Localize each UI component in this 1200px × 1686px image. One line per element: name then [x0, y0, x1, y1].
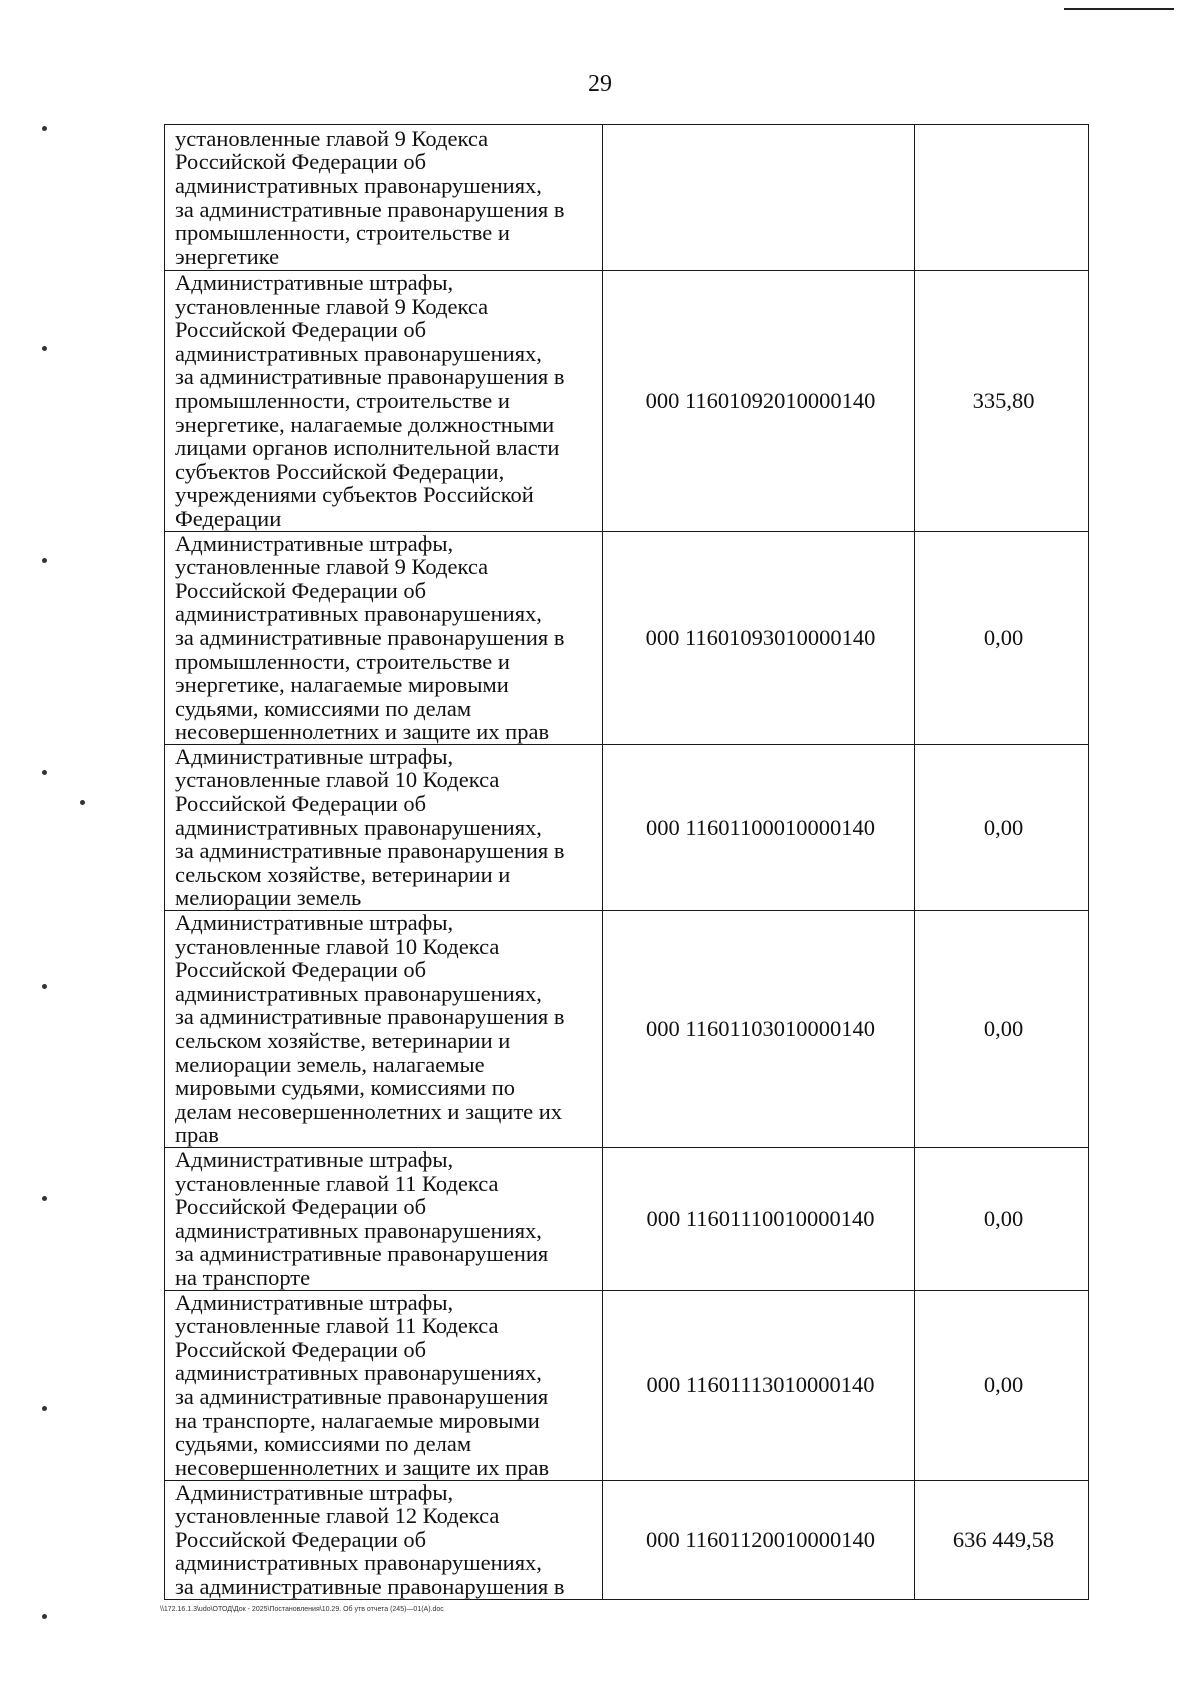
margin-dot	[42, 346, 47, 351]
row-amount: 0,00	[915, 744, 1089, 910]
row-amount	[915, 125, 1089, 271]
table-row	[165, 125, 1089, 271]
page-number: 29	[588, 71, 612, 97]
row-description: Административные штрафы, установленные главой 10 Кодекса Российской Федерации об административных правонарушениях, за административные правонарушения в сельском хозяйстве, ветеринарии и мелиорации земель	[165, 744, 603, 910]
row-amount: 636 449,58	[915, 1480, 1089, 1599]
table-row	[165, 1147, 1089, 1290]
row-amount: 0,00	[915, 531, 1089, 744]
row-code: 000 11601092010000140	[603, 271, 915, 532]
row-description: Административные штрафы, установленные главой 11 Кодекса Российской Федерации об административных правонарушениях, за административные правонарушения на транспорте	[165, 1147, 603, 1290]
top-rule	[1064, 8, 1174, 10]
margin-dot	[42, 558, 47, 563]
row-description: Административные штрафы, установленные главой 9 Кодекса Российской Федерации об административных правонарушениях, за административные правонарушения в промышленности, строительстве и энергетике, налагаемые должностными лицами органов исполнительной власти субъектов Российской Федерации, учреждениями субъектов Российской Федерации	[165, 271, 603, 532]
margin-dot	[42, 770, 47, 775]
row-code: 000 11601100010000140	[603, 744, 915, 910]
table-row	[165, 911, 1089, 1148]
file-path-footer: \\172.16.1.3\udo\ОТОД\Док - 2025\Постановления\10.29. Об утв отчета (245)—01(А).doc	[160, 1606, 444, 1613]
margin-dot	[80, 800, 85, 805]
row-description: Административные штрафы, установленные главой 12 Кодекса Российской Федерации об административных правонарушениях, за административные правонарушения в	[165, 1480, 603, 1599]
revenue-table	[164, 124, 1089, 1600]
row-code: 000 11601093010000140	[603, 531, 915, 744]
margin-dot	[42, 1614, 47, 1619]
margin-dot	[42, 1196, 47, 1201]
row-amount: 0,00	[915, 1290, 1089, 1480]
margin-dot	[42, 984, 47, 989]
row-description: установленные главой 9 Кодекса Российской Федерации об административных правонарушениях, за административные правонарушения в промышленности, строительстве и энергетике	[165, 125, 603, 271]
table-row	[165, 1480, 1089, 1599]
row-amount: 0,00	[915, 1147, 1089, 1290]
row-description: Административные штрафы, установленные главой 10 Кодекса Российской Федерации об административных правонарушениях, за административные правонарушения в сельском хозяйстве, ветеринарии и мелиорации земель, налагаемые мировыми судьями, комиссиями по делам несовершеннолетних и защите их прав	[165, 911, 603, 1148]
row-code: 000 11601113010000140	[603, 1290, 915, 1480]
row-description: Административные штрафы, установленные главой 11 Кодекса Российской Федерации об административных правонарушениях, за административные правонарушения на транспорте, налагаемые мировыми судьями, комиссиями по делам несовершеннолетних и защите их прав	[165, 1290, 603, 1480]
row-code: 000 11601120010000140	[603, 1480, 915, 1599]
margin-dot	[42, 126, 47, 131]
table-row	[165, 531, 1089, 744]
row-description: Административные штрафы, установленные главой 9 Кодекса Российской Федерации об административных правонарушениях, за административные правонарушения в промышленности, строительстве и энергетике, налагаемые мировыми судьями, комиссиями по делам несовершеннолетних и защите их прав	[165, 531, 603, 744]
row-code: 000 11601103010000140	[603, 911, 915, 1148]
row-amount: 0,00	[915, 911, 1089, 1148]
table-row	[165, 271, 1089, 532]
row-code	[603, 125, 915, 271]
row-code: 000 11601110010000140	[603, 1147, 915, 1290]
row-amount: 335,80	[915, 271, 1089, 532]
table-row	[165, 744, 1089, 910]
table-row	[165, 1290, 1089, 1480]
margin-dot	[42, 1406, 47, 1411]
